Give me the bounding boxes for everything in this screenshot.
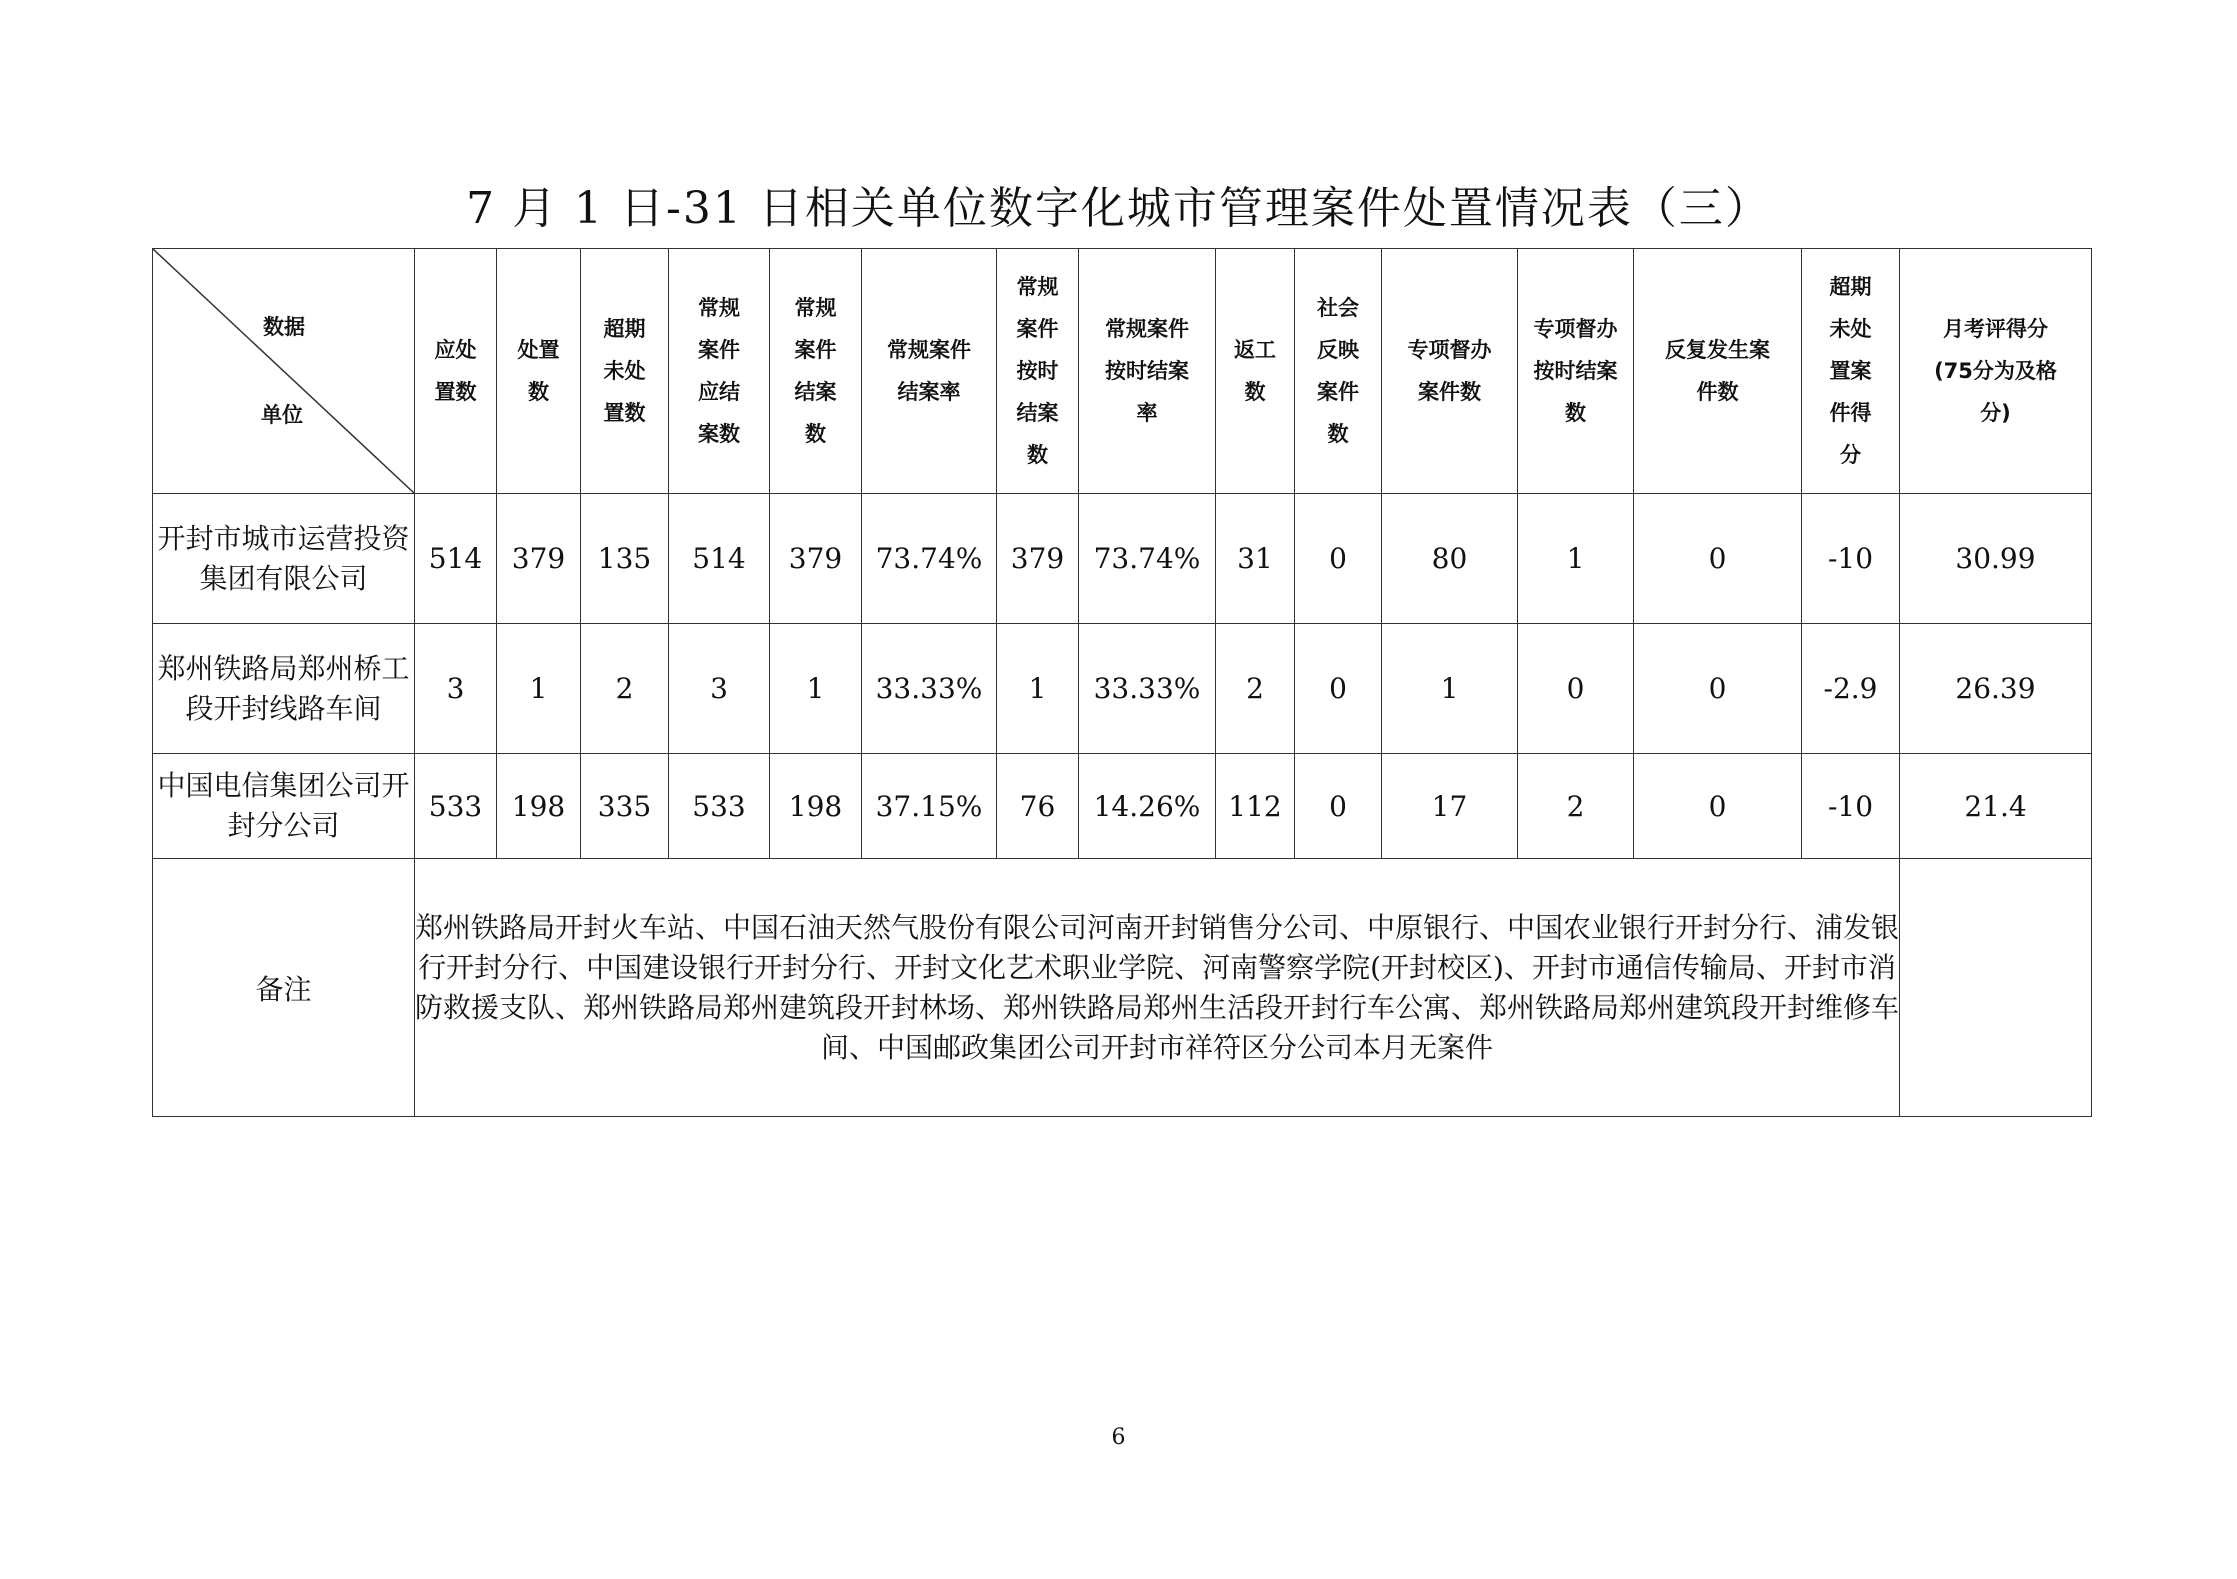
corner-top-label: 数据	[263, 315, 305, 339]
data-cell: 514	[415, 494, 497, 624]
data-cell: 2	[1216, 624, 1295, 754]
data-cell: 335	[581, 754, 669, 859]
data-cell: 379	[997, 494, 1079, 624]
data-cell: 2	[1518, 754, 1634, 859]
data-cell: -10	[1802, 494, 1900, 624]
data-cell: -2.9	[1802, 624, 1900, 754]
table-row	[153, 754, 2092, 859]
data-cell: 135	[581, 494, 669, 624]
data-cell: 76	[997, 754, 1079, 859]
corner-bottom-label: 单位	[261, 403, 303, 427]
data-cell: 3	[669, 624, 770, 754]
data-cell: 1	[497, 624, 581, 754]
data-cell: 37.15%	[862, 754, 997, 859]
data-cell: 3	[415, 624, 497, 754]
header-cell: 专项督办案件数	[1382, 249, 1518, 494]
unit-name: 开封市城市运营投资集团有限公司	[153, 494, 415, 624]
header-cell: 常规案件应结案数	[669, 249, 770, 494]
note-empty-cell	[1900, 859, 2092, 1117]
header-cell: 应处置数	[415, 249, 497, 494]
note-label: 备注	[153, 859, 415, 1117]
data-cell: 0	[1518, 624, 1634, 754]
data-cell: 533	[669, 754, 770, 859]
header-cell: 社会反映案件数	[1295, 249, 1382, 494]
header-cell: 返工数	[1216, 249, 1295, 494]
data-cell: -10	[1802, 754, 1900, 859]
header-cell: 月考评得分(75分为及格分)	[1900, 249, 2092, 494]
data-cell: 0	[1295, 624, 1382, 754]
data-cell: 73.74%	[862, 494, 997, 624]
unit-name: 郑州铁路局郑州桥工段开封线路车间	[153, 624, 415, 754]
unit-name: 中国电信集团公司开封分公司	[153, 754, 415, 859]
table-row	[153, 494, 2092, 624]
data-cell: 31	[1216, 494, 1295, 624]
data-cell: 0	[1634, 624, 1802, 754]
note-text: 郑州铁路局开封火车站、中国石油天然气股份有限公司河南开封销售分公司、中原银行、中国农业银行开封分行、浦发银行开封分行、中国建设银行开封分行、开封文化艺术职业学院、河南警察学院(开封校区)、开封市通信传输局、开封市消防救援支队、郑州铁路局郑州建筑段开封林场、郑州铁路局郑州生活段开封行车公寓、郑州铁路局郑州建筑段开封维修车间、中国邮政集团公司开封市祥符区分公司本月无案件	[415, 859, 1900, 1117]
data-cell: 1	[1518, 494, 1634, 624]
page-number: 6	[1111, 1425, 1126, 1450]
data-cell: 73.74%	[1079, 494, 1216, 624]
header-row	[153, 249, 2092, 494]
data-cell: 80	[1382, 494, 1518, 624]
note-row	[153, 859, 2092, 1117]
data-cell: 1	[997, 624, 1079, 754]
header-cell: 常规案件按时结案率	[1079, 249, 1216, 494]
data-cell: 1	[770, 624, 862, 754]
data-cell: 379	[497, 494, 581, 624]
data-cell: 0	[1634, 494, 1802, 624]
data-cell: 198	[770, 754, 862, 859]
data-cell: 1	[1382, 624, 1518, 754]
header-cell: 超期未处置数	[581, 249, 669, 494]
data-cell: 33.33%	[1079, 624, 1216, 754]
data-cell: 198	[497, 754, 581, 859]
data-cell: 14.26%	[1079, 754, 1216, 859]
data-cell: 0	[1295, 494, 1382, 624]
header-cell: 处置数	[497, 249, 581, 494]
data-cell: 30.99	[1900, 494, 2092, 624]
data-cell: 533	[415, 754, 497, 859]
header-cell: 常规案件结案率	[862, 249, 997, 494]
page-title: 7 月 1 日-31 日相关单位数字化城市管理案件处置情况表（三）	[466, 183, 1771, 234]
data-cell: 0	[1634, 754, 1802, 859]
data-cell: 21.4	[1900, 754, 2092, 859]
data-cell: 514	[669, 494, 770, 624]
header-cell: 专项督办按时结案数	[1518, 249, 1634, 494]
corner-cell	[153, 249, 415, 494]
header-cell: 反复发生案件数	[1634, 249, 1802, 494]
data-cell: 379	[770, 494, 862, 624]
header-cell: 超期未处置案件得分	[1802, 249, 1900, 494]
data-cell: 17	[1382, 754, 1518, 859]
header-cell: 常规案件结案数	[770, 249, 862, 494]
table-row	[153, 624, 2092, 754]
data-cell: 26.39	[1900, 624, 2092, 754]
data-cell: 2	[581, 624, 669, 754]
header-cell: 常规案件按时结案数	[997, 249, 1079, 494]
data-cell: 112	[1216, 754, 1295, 859]
data-cell: 0	[1295, 754, 1382, 859]
case-table	[152, 248, 2092, 1117]
data-cell: 33.33%	[862, 624, 997, 754]
